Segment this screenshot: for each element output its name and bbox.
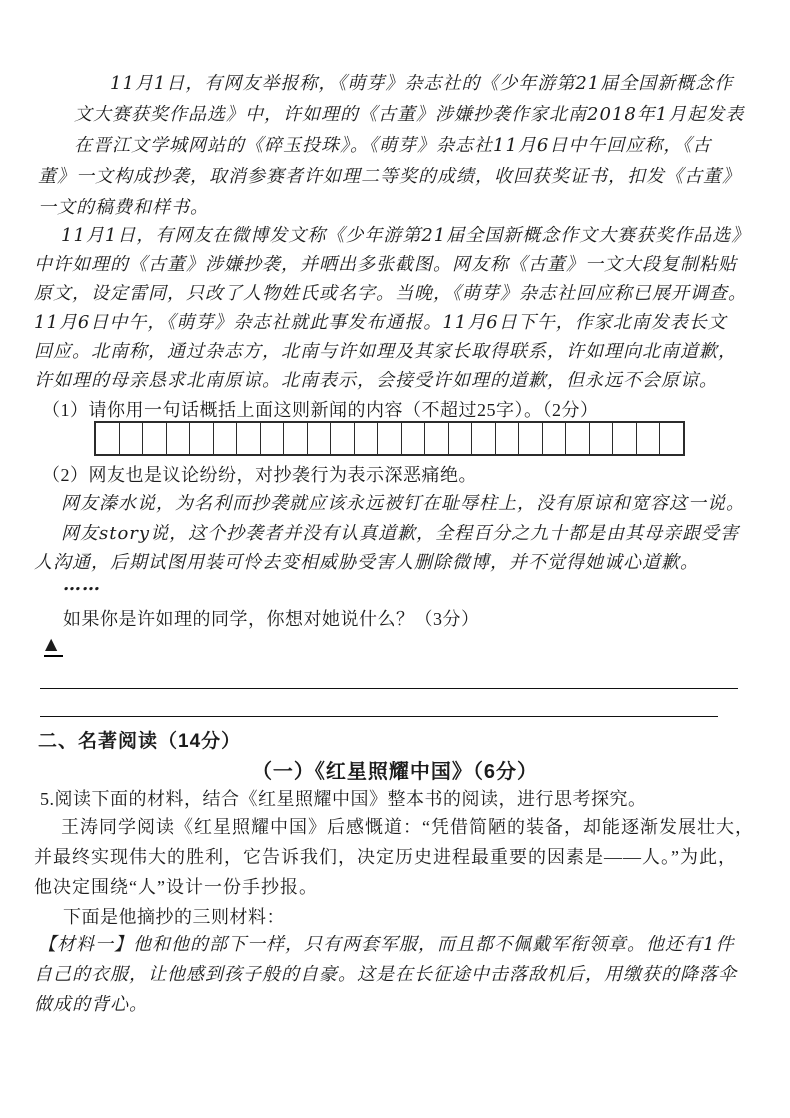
answer-grid xyxy=(94,421,685,456)
netizen-comment-2 xyxy=(34,519,739,577)
answer-grid-cell xyxy=(449,423,473,454)
text-line: 【材料一】他和他的部下一样，只有两套军服，而且都不佩戴军衔领章。他还有1件 xyxy=(38,934,735,955)
answer-grid-cell xyxy=(637,423,661,454)
text-line: 自己的衣服，让他感到孩子般的自豪。这是在长征途中击落敌机后，用缴获的降落伞 xyxy=(34,964,737,985)
section-divider-line-2 xyxy=(40,716,718,717)
text-line: 人沟通，后期试图用装可怜去变相威胁受害人删除微博，并不觉得她诚心道歉。 xyxy=(34,552,699,573)
answer-grid-cell xyxy=(660,423,683,454)
answer-grid-cell xyxy=(331,423,355,454)
news-quote-paragraph xyxy=(38,68,744,223)
answer-grid-cell xyxy=(96,423,120,454)
text-line: 文大赛获奖作品选》中，许如理的《古董》涉嫌抄袭作家北南2018年1月起发表 xyxy=(74,104,745,125)
answer-grid-cell xyxy=(190,423,214,454)
answer-grid-cell xyxy=(566,423,590,454)
text-line: 董》一文构成抄袭，取消参赛者许如理二等奖的成绩，收回获奖证书，扣发《古董》 xyxy=(38,166,741,187)
answer-grid-cell xyxy=(143,423,167,454)
question-5-intro: 5.阅读下面的材料，结合《红星照耀中国》整本书的阅读，进行思考探究。 xyxy=(40,789,647,809)
answer-grid-cell xyxy=(214,423,238,454)
answer-grid-cell xyxy=(378,423,402,454)
question-3-prompt: 如果你是许如理的同学，你想对她说什么？（3分） xyxy=(63,609,480,629)
answer-grid-cell xyxy=(472,423,496,454)
answer-grid-cell xyxy=(402,423,426,454)
answer-grid-cell xyxy=(120,423,144,454)
answer-grid-cell xyxy=(519,423,543,454)
text-line: 11月1日，有网友举报称，《萌芽》杂志社的《少年游第21届全国新概念作 xyxy=(110,73,734,94)
text-line: 11月6日中午，《萌芽》杂志社就此事发布通报。11月6日下午，作家北南发表长文 xyxy=(34,312,727,333)
answer-location-mark: ▲ xyxy=(44,634,63,657)
section-2-heading: 二、名著阅读（14分） xyxy=(38,731,242,752)
ellipsis-mark: …… xyxy=(63,574,101,595)
text-line: 回应。北南称，通过杂志方，北南与许如理及其家长取得联系，许如理向北南道歉， xyxy=(34,341,737,362)
text-line: 一文的稿费和样书。 xyxy=(38,197,209,218)
answer-grid-cell xyxy=(543,423,567,454)
text-line: 中许如理的《古董》涉嫌抄袭，并晒出多张截图。网友称《古董》一文大段复制粘贴 xyxy=(34,254,737,275)
answer-grid-cell xyxy=(237,423,261,454)
news-detail-paragraph xyxy=(34,221,750,395)
question-2-label: （2）网友也是议论纷纷，对抄袭行为表示深恶痛绝。 xyxy=(42,465,477,485)
text-line: 他决定围绕“人”设计一份手抄报。 xyxy=(34,877,318,897)
text-line: 在晋江文学城网站的《碎玉投珠》。《萌芽》杂志社11月6日中午回应称，《古 xyxy=(74,135,712,156)
text-line: 王涛同学阅读《红星照耀中国》后感慨道：“凭借简陋的装备，却能逐渐发展壮大， xyxy=(61,817,754,837)
material-1-paragraph xyxy=(34,930,737,1020)
text-line: 网友溱水说，为名利而抄袭就应该永远被钉在耻辱柱上，没有原谅和宽容这一说。 xyxy=(61,493,745,514)
answer-grid-cell xyxy=(425,423,449,454)
book-subheading: （一）《红星照耀中国》（6分） xyxy=(251,761,539,783)
answer-grid-cell xyxy=(590,423,614,454)
answer-grid-cell xyxy=(496,423,520,454)
text-line: 许如理的母亲恳求北南原谅。北南表示，会接受许如理的道歉，但永远不会原谅。 xyxy=(34,370,718,391)
text-line: 原文，设定雷同，只改了人物姓氏或名字。当晚，《萌芽》杂志社回应称已展开调查。 xyxy=(34,283,747,304)
text-line: 网友story说，这个抄袭者并没有认真道歉，全程百分之九十都是由其母亲跟受害 xyxy=(61,523,740,544)
question-1-label: （1）请你用一句话概括上面这则新闻的内容（不超过25字）。（2分） xyxy=(42,400,599,420)
answer-grid-cell xyxy=(613,423,637,454)
student-reflection-paragraph xyxy=(34,812,754,902)
text-line: 并最终实现伟大的胜利，它告诉我们，决定历史进程最重要的因素是——人。”为此， xyxy=(34,847,737,867)
text-line: 11月1日，有网友在微博发文称《少年游第21届全国新概念作文大赛获奖作品选》 xyxy=(61,225,751,246)
answer-grid-cell xyxy=(261,423,285,454)
text-line: 做成的背心。 xyxy=(34,994,148,1015)
section-divider-line-1 xyxy=(40,688,738,689)
answer-grid-cell xyxy=(355,423,379,454)
answer-grid-cell xyxy=(308,423,332,454)
answer-grid-cell xyxy=(167,423,191,454)
answer-grid-cell xyxy=(284,423,308,454)
materials-intro: 下面是他摘抄的三则材料： xyxy=(63,907,285,927)
netizen-comment-1 xyxy=(34,489,745,519)
